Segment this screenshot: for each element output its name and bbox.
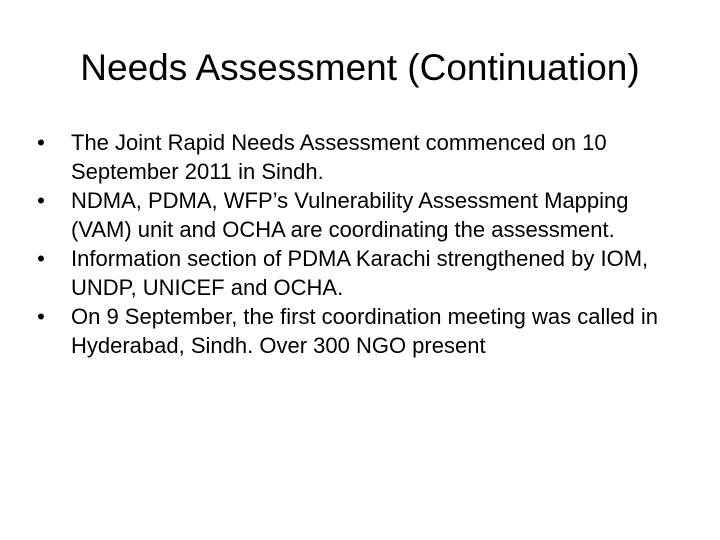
bullet-text: NDMA, PDMA, WFP’s Vulnerability Assessment Mapping (VAM) unit and OCHA are coordinating the assessment. — [71, 188, 629, 242]
bullet-icon: • — [37, 246, 45, 271]
bullet-icon: • — [37, 188, 45, 213]
slide-title: Needs Assessment (Continuation) — [80, 47, 640, 88]
bullet-text: The Joint Rapid Needs Assessment commenced on 10 September 2011 in Sindh. — [71, 130, 607, 184]
bullet-icon: • — [37, 304, 45, 329]
bullet-item — [34, 186, 674, 244]
bullet-icon: • — [37, 130, 45, 155]
bullet-item — [34, 128, 674, 186]
bullet-item — [34, 302, 674, 360]
bullet-list — [34, 128, 674, 360]
bullet-item — [34, 244, 674, 302]
bullet-text: On 9 September, the first coordination meeting was called in Hyderabad, Sindh. Over 300 NGO present — [71, 304, 658, 358]
bullet-text: Information section of PDMA Karachi strengthened by IOM, UNDP, UNICEF and OCHA. — [71, 246, 649, 300]
